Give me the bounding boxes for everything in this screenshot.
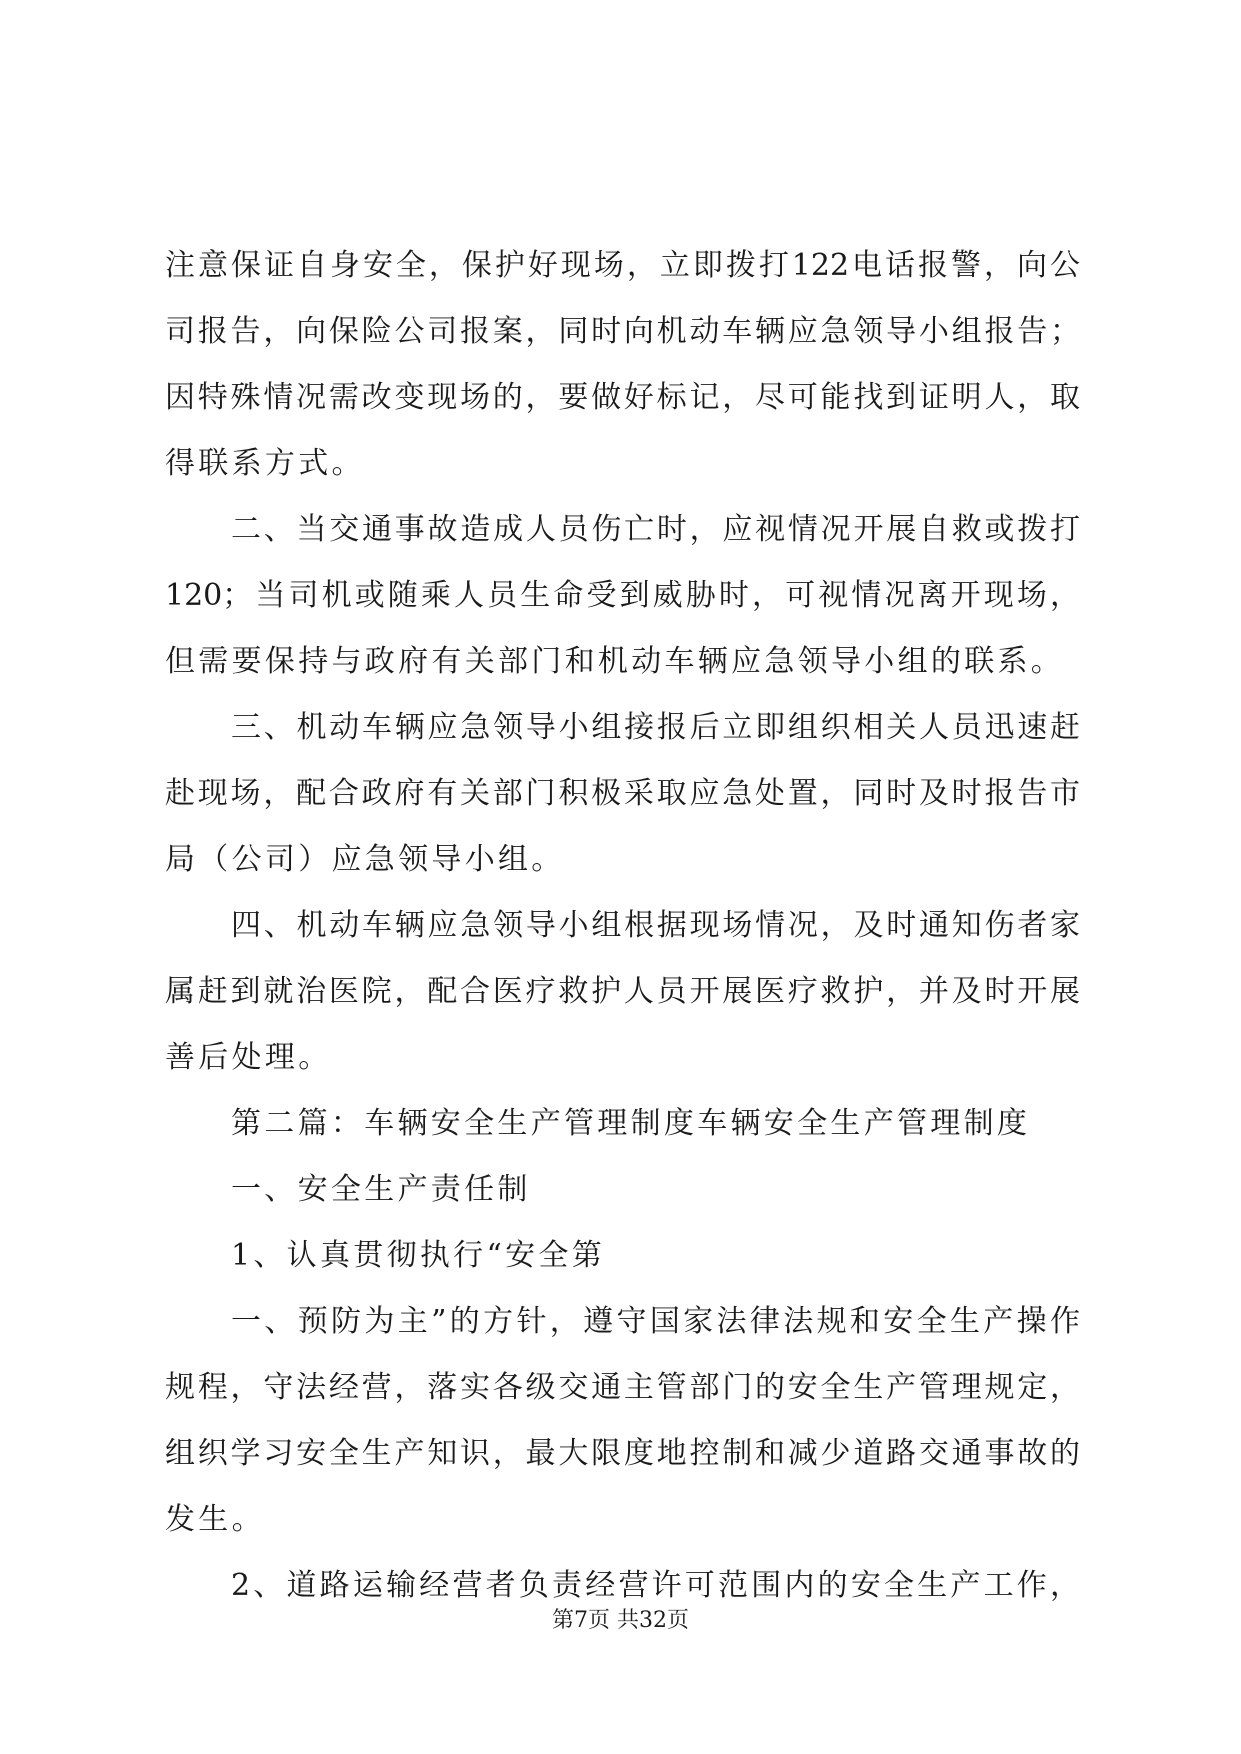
text-line: 四、机动车辆应急领导小组根据现场情况，及时通知伤者家 bbox=[231, 908, 1080, 943]
text-line: 因特殊情况需改变现场的，要做好标记，尽可能找到证明人，取 bbox=[165, 380, 1080, 415]
text-line: 规程，守法经营，落实各级交通主管部门的安全生产管理规定， bbox=[165, 1370, 1080, 1405]
text-line: 组织学习安全生产知识，最大限度地控制和减少道路交通事故的 bbox=[165, 1436, 1080, 1471]
text-line: 三、机动车辆应急领导小组接报后立即组织相关人员迅速赶 bbox=[231, 710, 1080, 745]
text-line: 注意保证自身安全，保护好现场，立即拨打122电话报警，向公 bbox=[165, 248, 1080, 283]
text-line: 2、道路运输经营者负责经营许可范围内的安全生产工作， bbox=[231, 1568, 1080, 1603]
document-body bbox=[165, 233, 1080, 1619]
subsection-heading: 一、安全生产责任制 bbox=[231, 1172, 531, 1207]
text-line: 得联系方式。 bbox=[165, 446, 365, 481]
text-line: 善后处理。 bbox=[165, 1040, 332, 1075]
text-line: 二、当交通事故造成人员伤亡时，应视情况开展自救或拨打 bbox=[231, 512, 1080, 547]
text-line: 1、认真贯彻执行“安全第 bbox=[231, 1238, 606, 1273]
text-line: 属赶到就治医院，配合医疗救护人员开展医疗救护，并及时开展 bbox=[165, 974, 1080, 1009]
text-line: 局（公司）应急领导小组。 bbox=[165, 842, 565, 877]
page-number: 第7页 共32页 bbox=[552, 1608, 689, 1633]
text-line: 司报告，向保险公司报案，同时向机动车辆应急领导小组报告； bbox=[165, 314, 1080, 349]
text-line: 但需要保持与政府有关部门和机动车辆应急领导小组的联系。 bbox=[165, 644, 1065, 679]
text-line: 发生。 bbox=[165, 1502, 265, 1537]
text-line: 一、预防为主”的方针，遵守国家法律法规和安全生产操作 bbox=[231, 1304, 1080, 1339]
text-line: 赴现场，配合政府有关部门积极采取应急处置，同时及时报告市 bbox=[165, 776, 1080, 811]
text-line: 120；当司机或随乘人员生命受到威胁时，可视情况离开现场， bbox=[165, 578, 1080, 613]
section-heading: 第二篇：车辆安全生产管理制度车辆安全生产管理制度 bbox=[231, 1106, 1031, 1141]
